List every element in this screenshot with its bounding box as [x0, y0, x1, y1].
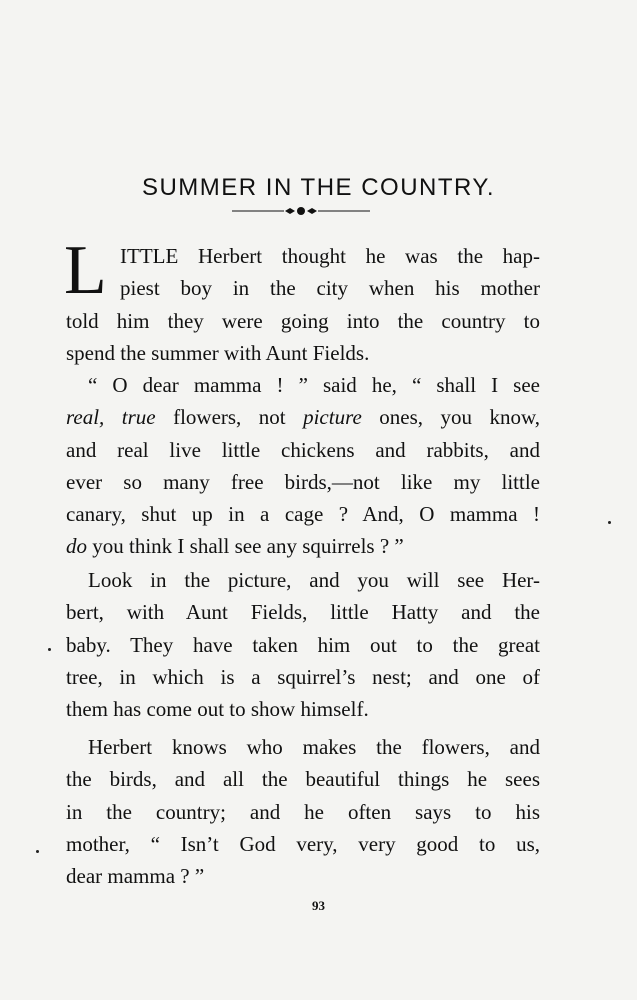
- italic-word: real,: [66, 405, 105, 430]
- text-line: ever so many free birds,—not like my little: [66, 469, 540, 494]
- text-line: mother, “ Isn’t God very, very good to us,: [66, 831, 540, 856]
- text-line: them has come out to show himself.: [66, 697, 369, 722]
- text-line: dear mamma ? ”: [66, 864, 205, 889]
- text-line: baby. They have taken him out to the great: [66, 632, 540, 657]
- text-line: bert, with Aunt Fields, little Hatty and the: [66, 600, 540, 625]
- text-line: ITTLE Herbert thought he was the hap-: [120, 244, 540, 268]
- text-line: tree, in which is a squirrel’s nest; and one of: [66, 664, 540, 689]
- paragraph-4: [66, 731, 540, 892]
- scan-speck: [36, 850, 39, 853]
- text-line: and real live little chickens and rabbits, and: [66, 437, 540, 462]
- text-line: the birds, and all the beautiful things he sees: [66, 767, 540, 792]
- italic-word: true: [121, 405, 156, 430]
- scan-speck: [608, 521, 611, 524]
- paragraph-3: [66, 564, 540, 725]
- paragraph-1: [66, 240, 540, 369]
- paragraph-2: [66, 369, 540, 563]
- scan-speck: [48, 648, 51, 651]
- text-line: Look in the picture, and you will see Her-: [88, 568, 540, 592]
- drop-cap: L: [64, 232, 107, 309]
- page-number: 93: [312, 898, 325, 913]
- text-line: Herbert knows who makes the flowers, and: [88, 735, 540, 759]
- italic-word: picture: [303, 405, 362, 430]
- text-line: piest boy in the city when his mother: [120, 276, 540, 301]
- text-line-italic: do you think I shall see any squirrels ? ”: [66, 534, 404, 559]
- text-line: canary, shut up in a cage ? And, O mamma !: [66, 502, 540, 527]
- ornament-divider-icon: [232, 204, 370, 218]
- text-line: in the country; and he often says to his: [66, 799, 540, 824]
- text-line: told him they were going into the country to: [66, 308, 540, 333]
- italic-word: do: [66, 534, 87, 559]
- text-line: spend the summer with Aunt Fields.: [66, 340, 370, 365]
- text-line: “ O dear mamma ! ” said he, “ shall I see: [88, 373, 540, 397]
- text-line-italic: real, true flowers, not picture ones, you know,: [66, 405, 541, 430]
- chapter-title: SUMMER IN THE COUNTRY.: [141, 174, 496, 202]
